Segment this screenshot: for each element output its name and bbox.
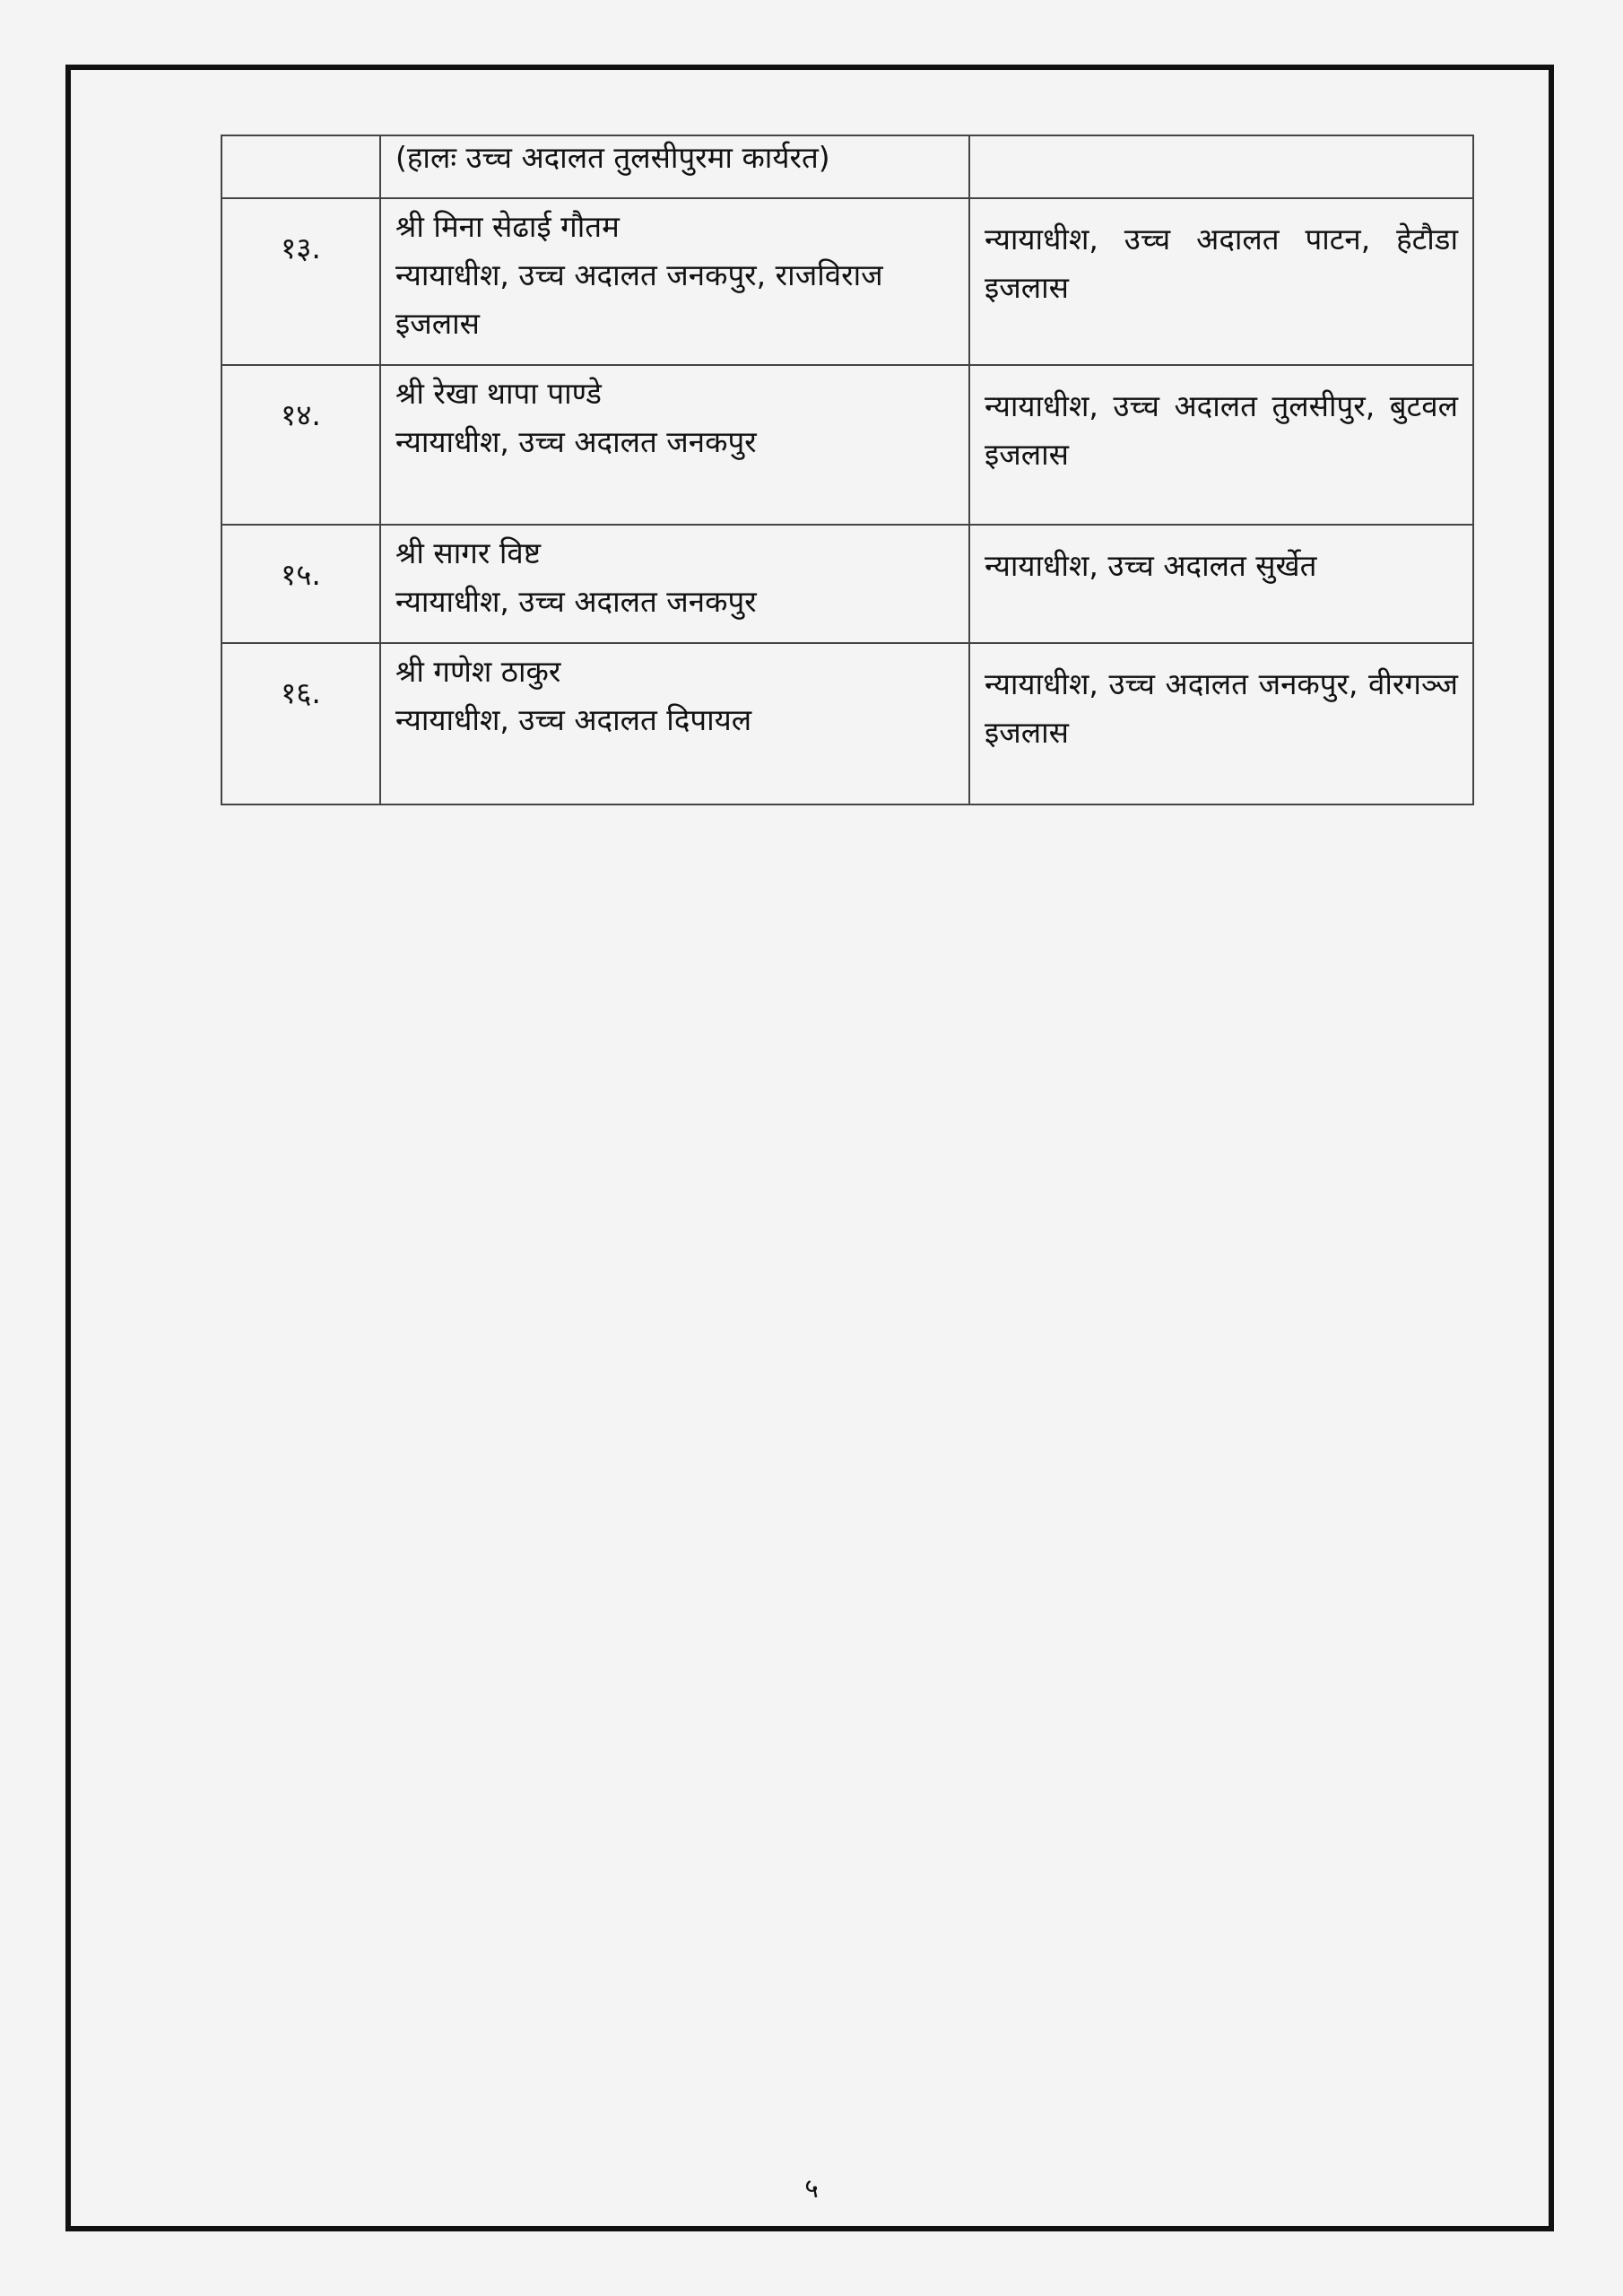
transferred-to-text: न्यायाधीश, उच्च अदालत तुलसीपुर, बुटवल इजलास: [985, 388, 1458, 472]
transferred-to-text: न्यायाधीश, उच्च अदालत पाटन, हेटौडा इजलास: [985, 222, 1458, 305]
table-row: [221, 365, 1473, 525]
transferred-to-cell: [969, 525, 1473, 643]
serial-number-cell: १६.: [221, 643, 380, 804]
serial-number-cell: १५.: [221, 525, 380, 643]
transferred-to-cell: [969, 198, 1473, 365]
table-row: [221, 643, 1473, 804]
current-post: न्यायाधीश, उच्च अदालत जनकपुर, राजविराज इजलास: [395, 257, 883, 341]
current-post-cell: [380, 365, 969, 525]
current-post-note: (हालः उच्च अदालत तुलसीपुरमा कार्यरत): [395, 140, 830, 175]
transferred-to-cell: [969, 135, 1473, 198]
page-number: ५: [804, 2173, 819, 2205]
table-row: [221, 198, 1473, 365]
judge-name: श्री मिना सेढाई गौतम: [395, 209, 620, 244]
current-post: न्यायाधीश, उच्च अदालत दिपायल: [395, 702, 752, 737]
transferred-to-text: न्यायाधीश, उच्च अदालत सुर्खेत: [985, 548, 1317, 583]
serial-number-cell: १३.: [221, 198, 380, 365]
transfer-table: [221, 135, 1474, 805]
current-post-cell: [380, 198, 969, 365]
judge-name: श्री गणेश ठाकुर: [395, 654, 561, 689]
table-row: [221, 135, 1473, 198]
table-row: [221, 525, 1473, 643]
transferred-to-cell: [969, 365, 1473, 525]
judge-name: श्री सागर विष्ट: [395, 535, 541, 570]
serial-number-cell: १४.: [221, 365, 380, 525]
current-post: न्यायाधीश, उच्च अदालत जनकपुर: [395, 424, 757, 459]
current-post-cell: [380, 525, 969, 643]
transferred-to-cell: [969, 643, 1473, 804]
transferred-to-text: न्यायाधीश, उच्च अदालत जनकपुर, वीरगञ्ज इजलास: [985, 666, 1458, 750]
serial-number-cell: [221, 135, 380, 198]
current-post-cell: [380, 135, 969, 198]
current-post-cell: [380, 643, 969, 804]
judge-name: श्री रेखा थापा पाण्डे: [395, 376, 602, 411]
current-post: न्यायाधीश, उच्च अदालत जनकपुर: [395, 584, 757, 619]
